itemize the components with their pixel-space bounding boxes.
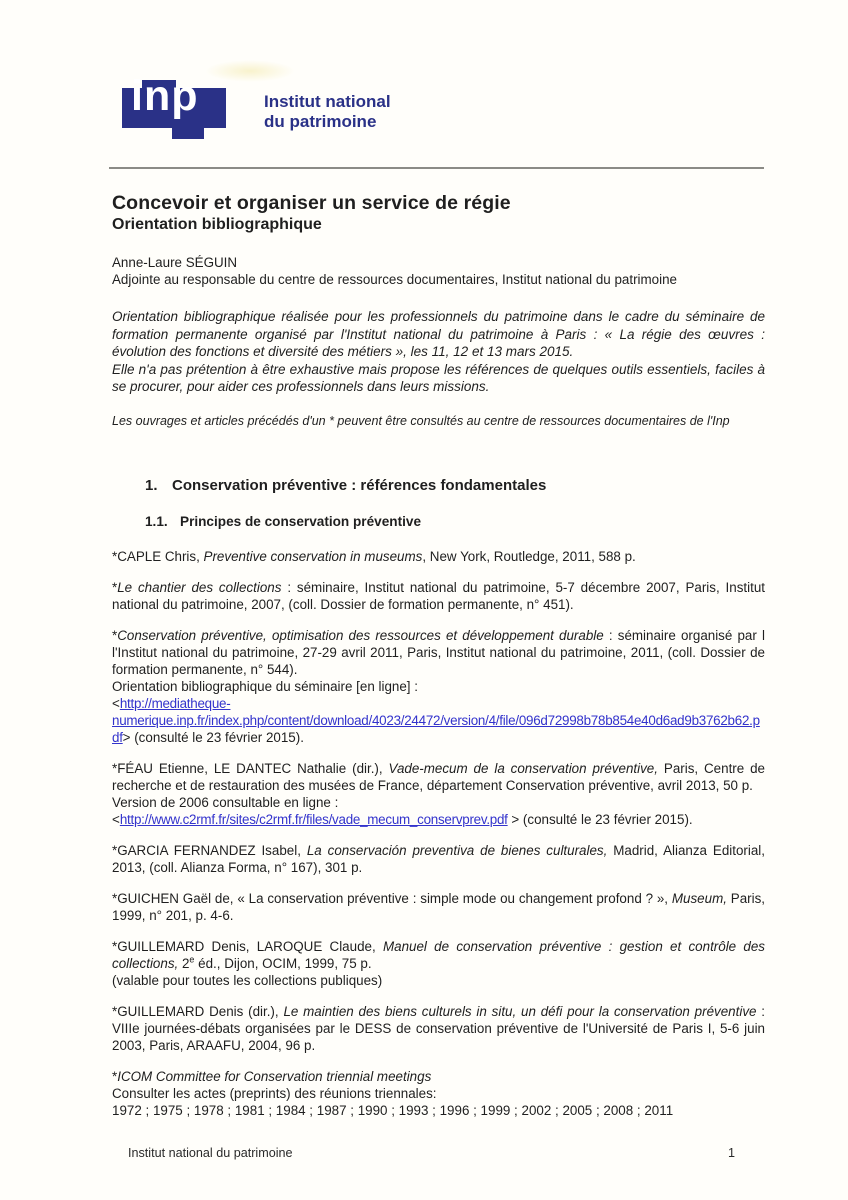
organization-name-line1: Institut national <box>264 92 391 111</box>
entry-text: *GARCIA FERNANDEZ Isabel, <box>112 842 307 858</box>
entry-text: * <box>112 579 118 595</box>
introduction-sentence-1: Orientation bibliographique réalisée pour les professionnels du patrimoine dans le cadre du séminaire de formation permanente organisé par l'Institut national du patrimoine à Paris : « La régie des œuvres : évolution des fonctions et diversité des métiers », les 11, 12 et 13 mars 2015. <box>112 309 765 360</box>
entry-text: *CAPLE Chris, <box>112 548 204 564</box>
author-name: Anne-Laure SÉGUIN <box>112 255 238 270</box>
entry-text: : séminaire, Institut national du patrimoine, 5-7 décembre 2007, Paris, Institut national du patrimoine, 2007, (coll. Dossier de formation permanente, n° 451). <box>112 579 765 612</box>
entry-text-italic: Le maintien des biens culturels in situ, un défi pour la conservation préventive <box>283 1003 757 1019</box>
entry-text-italic: La conservación preventiva de bienes culturales, <box>306 842 608 858</box>
asterisk-note: Les ouvrages et articles précédés d'un * peuvent être consultés au centre de ressources documentaires de l'Inp <box>112 413 730 428</box>
entry-text-italic: Museum, <box>671 890 727 906</box>
entry-text-italic: Preventive conservation in museums <box>203 548 423 564</box>
entry-text: Paris, 1999, n° 201, p. 4-6. <box>112 890 766 923</box>
entry-text-italic: Le chantier des collections <box>117 579 282 595</box>
entry-text: , New York, Routledge, 2011, 588 p. <box>422 548 636 564</box>
inp-logo <box>122 72 242 142</box>
entry-text-italic: ICOM Committee for Conservation triennial meetings <box>117 1068 432 1084</box>
entry-text: : séminaire organisé par l l'Institut national du patrimoine, 27-29 avril 2011, Paris, Institut national du patrimoine, 2011, (coll. Dossier de formation permanente, n° 544). <box>112 627 765 677</box>
entry-text: Version de 2006 consultable en ligne : <box>112 794 339 810</box>
bibliography-entry <box>112 842 765 876</box>
subsection-number: 1.1. <box>145 513 168 529</box>
hyperlink[interactable]: http://www.c2rmf.fr/sites/c2rmf.fr/files/vade_mecum_conservprev.pdf <box>119 811 508 827</box>
entry-text: éd., Dijon, OCIM, 1999, 75 p. <box>194 955 372 971</box>
entry-text: 2 <box>178 955 190 971</box>
entry-text: : VIIIe journées-débats organisées par le DESS de conservation préventive de l'Université de Paris I, 5-6 juin 2003, Paris, ARAAFU, 2004, 96 p. <box>112 1003 765 1053</box>
organization-name <box>264 80 391 132</box>
page-footer <box>128 1146 735 1160</box>
bibliography-entry <box>112 1003 765 1054</box>
introduction-paragraph <box>112 308 765 396</box>
entry-text: *GUILLEMARD Denis (dir.), <box>112 1003 284 1019</box>
bibliography-entry <box>112 579 765 613</box>
header-divider <box>109 167 764 169</box>
entry-text: * <box>112 1068 118 1084</box>
entry-text: Consulter les actes (preprints) des réunions triennales: <box>112 1085 437 1101</box>
entry-text: *FÉAU Etienne, LE DANTEC Nathalie (dir.), <box>112 760 389 776</box>
scan-artifact <box>205 60 295 82</box>
entry-text-italic: Manuel de conservation préventive : gestion et contrôle des collections, <box>112 938 765 971</box>
entry-text: > (consulté le 23 février 2015). <box>122 729 304 745</box>
section-heading-1-1 <box>112 514 765 529</box>
bibliography-entry <box>112 627 765 746</box>
entry-text: Paris, Centre de recherche et de restauration des musées de France, département Conservation préventive, avril 2013, 50 p. <box>112 760 765 793</box>
entry-text: < <box>112 811 120 827</box>
bibliography-entry <box>112 760 765 828</box>
entry-text: < <box>112 695 120 711</box>
introduction-sentence-2: Elle n'a pas prétention à être exhaustive mais propose les références de quelques outils essentiels, faciles à se procurer, pour aider ces professionnels dans leurs missions. <box>112 361 765 395</box>
bibliography-entry <box>112 938 765 989</box>
entry-text: *GUICHEN Gaël de, « La conservation préventive : simple mode ou changement profond ? », <box>112 890 672 906</box>
entry-text: Madrid, Alianza Editorial, 2013, (coll. Alianza Forma, n° 167), 301 p. <box>112 842 765 875</box>
entry-text: 1972 ; 1975 ; 1978 ; 1981 ; 1984 ; 1987 ; 1990 ; 1993 ; 1996 ; 1999 ; 2002 ; 2005 ; 2008 ; 2011 <box>112 1102 674 1118</box>
section-number: 1. <box>145 476 158 494</box>
bibliography-entry <box>112 548 765 565</box>
footer-institution: Institut national du patrimoine <box>128 1146 293 1160</box>
entry-text: * <box>112 627 118 643</box>
bibliography-entries <box>112 548 765 1119</box>
entry-text: e <box>189 954 195 965</box>
entry-text: (valable pour toutes les collections publiques) <box>112 972 383 988</box>
entry-text: *GUILLEMARD Denis, LAROQUE Claude, <box>112 938 383 954</box>
bibliography-entry <box>112 1068 765 1119</box>
subsection-label: Principes de conservation préventive <box>180 513 422 529</box>
document-subtitle: Orientation bibliographique <box>112 216 322 233</box>
section-heading-1 <box>112 477 765 494</box>
entry-text: > (consulté le 23 février 2015). <box>507 811 693 827</box>
entry-text-italic: Vade-mecum de la conservation préventive, <box>388 760 658 776</box>
document-title: Concevoir et organiser un service de régie <box>112 192 511 214</box>
author-role: Adjointe au responsable du centre de ressources documentaires, Institut national du patrimoine <box>112 272 677 287</box>
hyperlink[interactable]: http://mediatheque-numerique.inp.fr/index.php/content/download/4023/24472/version/4/file/096d72998b78b854e40d6ad9b3762b62.pdf <box>112 695 760 745</box>
section-label: Conservation préventive : références fondamentales <box>172 476 547 494</box>
entry-text: Orientation bibliographique du séminaire [en ligne] : <box>112 678 418 694</box>
footer-page-number: 1 <box>727 1146 735 1160</box>
organization-name-line2: du patrimoine <box>264 112 377 131</box>
bibliography-entry <box>112 890 765 924</box>
inp-logo-shape-bottom <box>172 126 204 139</box>
entry-text-italic: Conservation préventive, optimisation des ressources et développement durable <box>117 627 604 643</box>
inp-logo-text: inp <box>131 72 199 120</box>
document-header <box>112 72 765 142</box>
